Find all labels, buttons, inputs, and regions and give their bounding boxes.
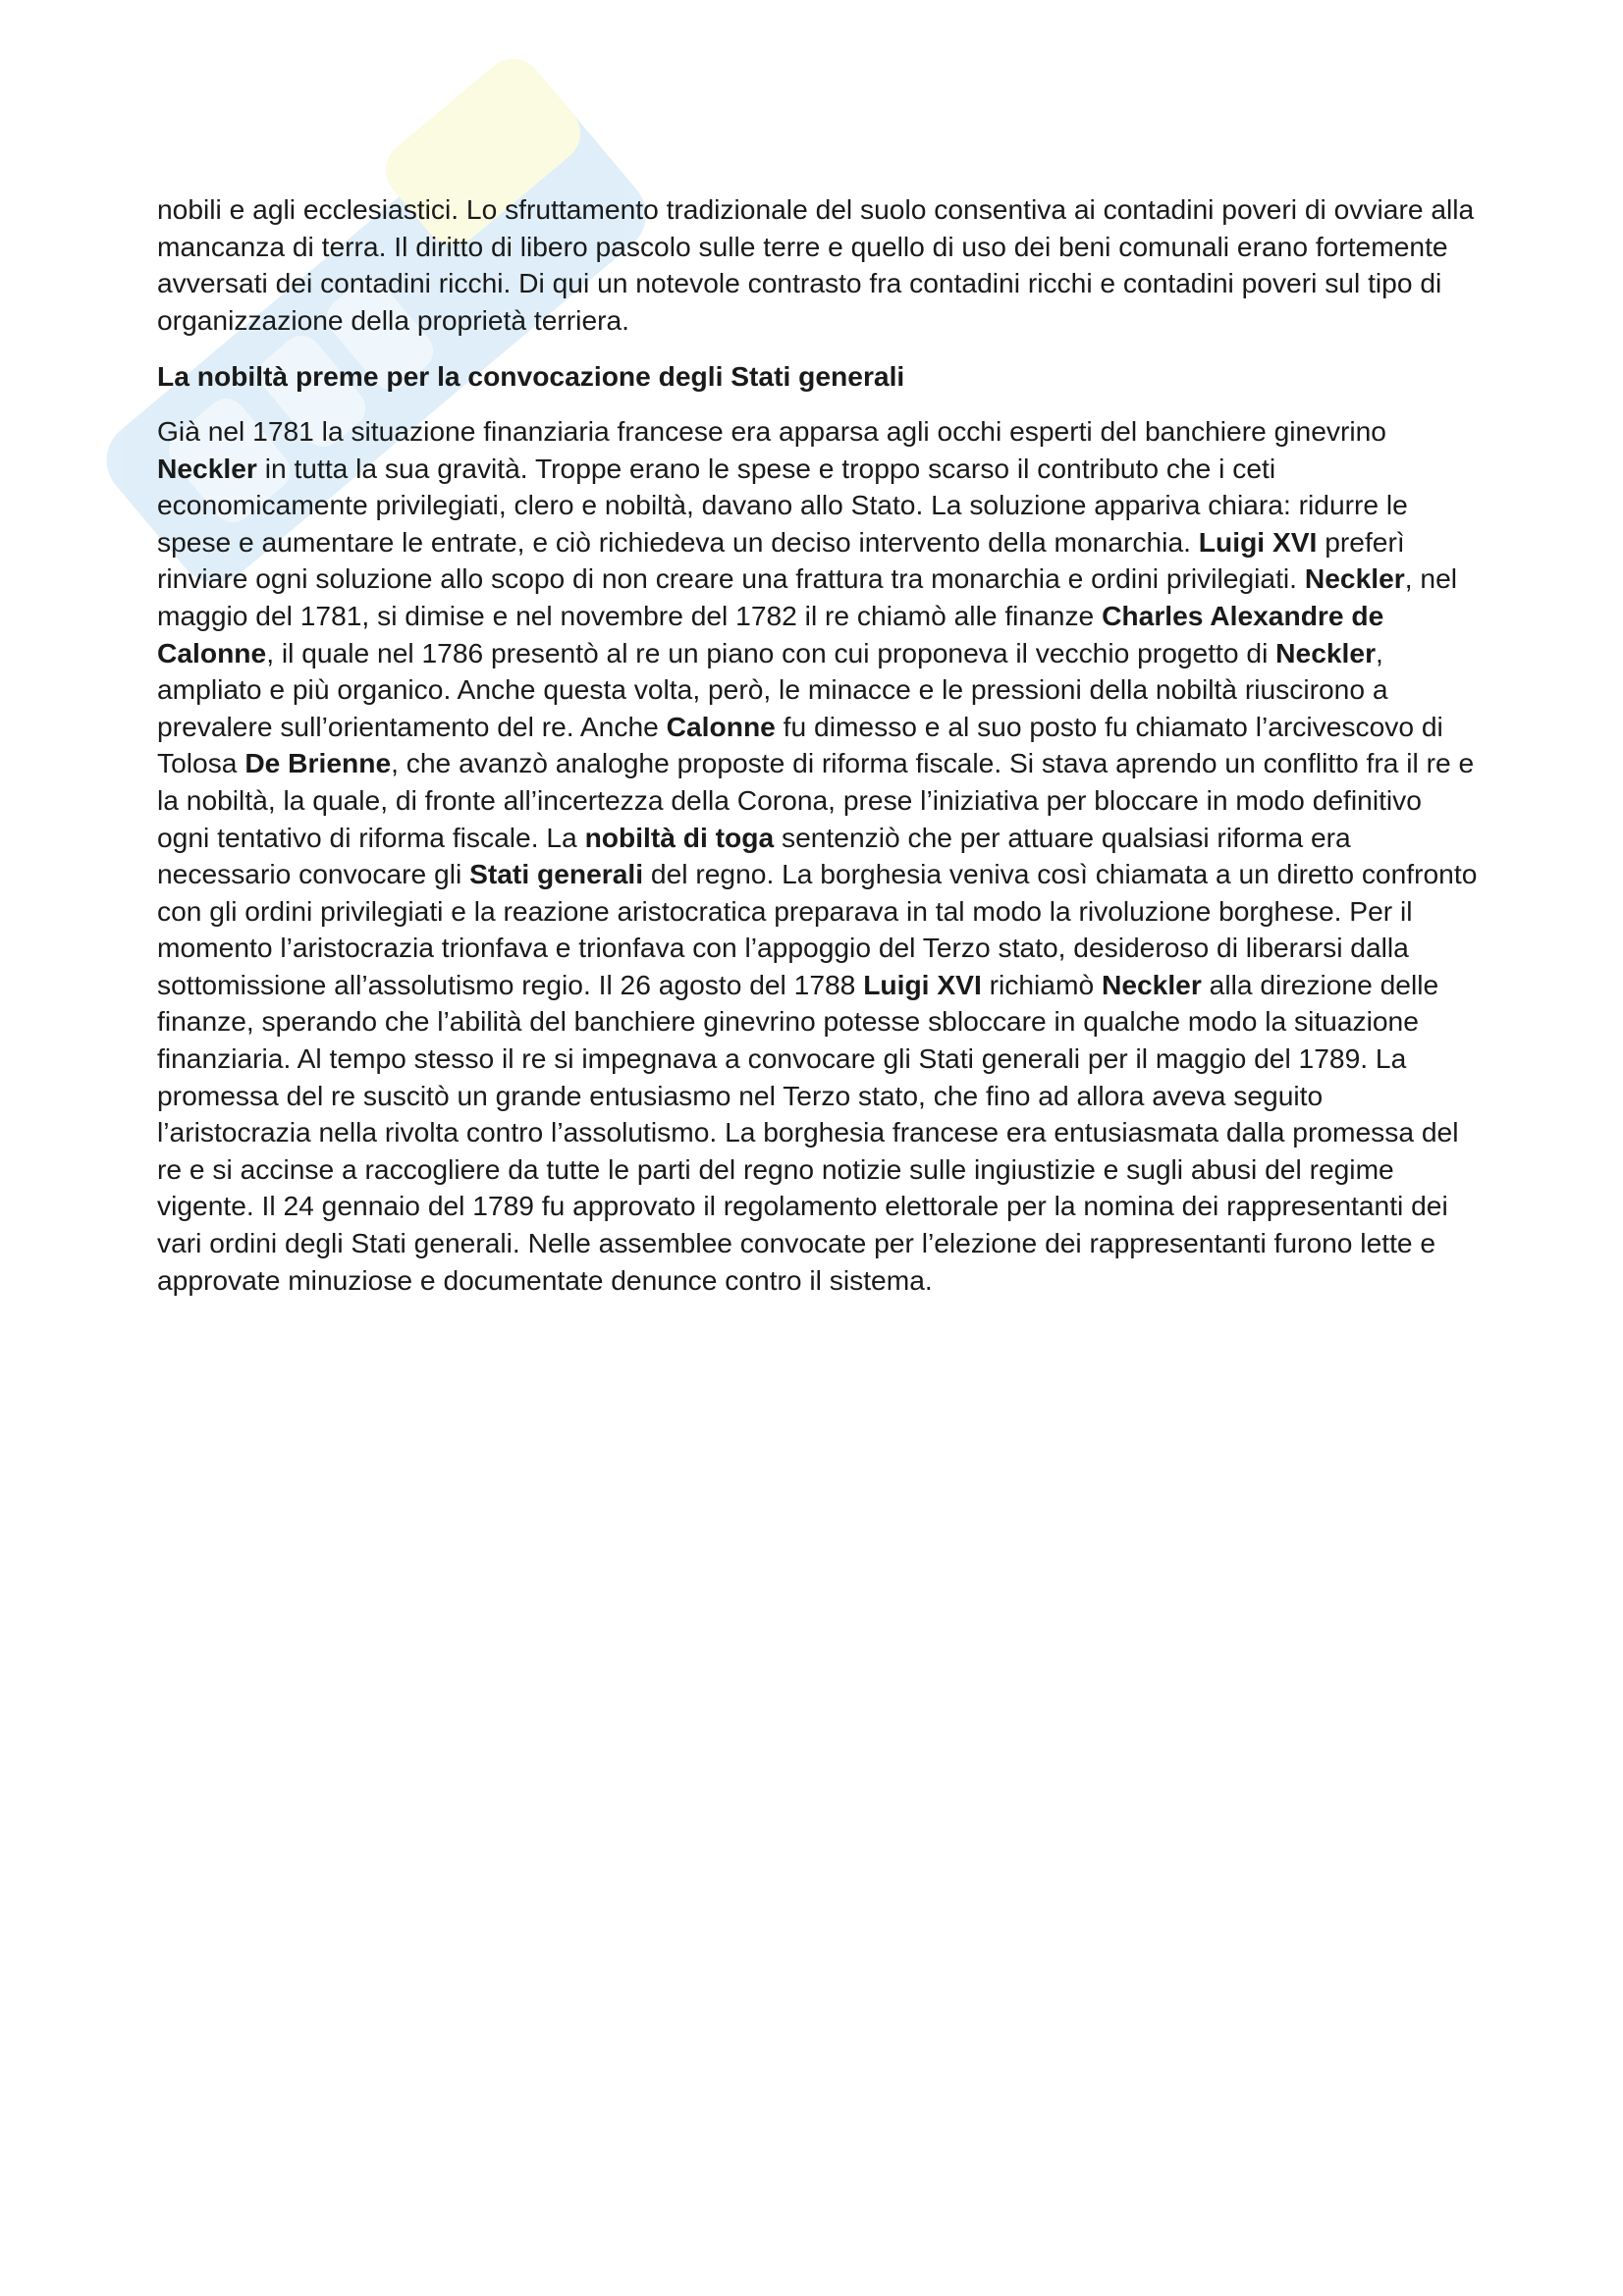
body-paragraph: [157, 413, 1478, 1299]
bold-term: Stati generali: [469, 858, 644, 890]
text-run: , ampliato e più organico. Anche questa volta, però, le minacce e le pressioni della nobiltà riuscirono a prevalere sull’orientamento del re. Anche: [157, 636, 1388, 742]
text-run: fu dimesso e al suo posto fu chiamato l’arcivescovo di Tolosa: [157, 710, 1443, 779]
bold-name: Neckler: [1275, 636, 1377, 668]
bold-name: Neckler: [1101, 968, 1202, 1000]
text-run: del regno. La borghesia veniva così chiamata a un diretto confronto con gli ordini privilegiati e la reazione aristocratica preparava in tal modo la rivoluzione borghese. Per il momento l’aristocrazia trionfava e trionfava con l’appoggio del Terzo stato, desideroso di liberarsi dalla sottomissione all’assolutismo regio. Il 26 agosto del 1788: [157, 858, 1478, 1000]
text-run: , che avanzò analoghe proposte di riforma fiscale. Si stava aprendo un conflitto fra il re e la nobiltà, la quale, di fronte all’incertezza della Corona, prese l’iniziativa per bloccare in modo definitivo ogni tentativo di riforma fiscale. La: [157, 747, 1475, 853]
bold-name: Luigi XVI: [1198, 525, 1318, 558]
bold-name: Charles Alexandre de Calonne: [157, 599, 1384, 668]
document-page: [157, 191, 1478, 1299]
bold-name: Calonne: [666, 710, 776, 742]
bold-name: Neckler: [1304, 562, 1405, 595]
text-run: alla direzione delle finanze, sperando che l’abilità del banchiere ginevrino potesse sbloccare in qualche modo la situazione finanziaria. Al tempo stesso il re si impegnava a convocare gli Stati generali per il maggio del 1789. La promessa del re suscitò un grande entusiasmo nel Terzo stato, che fino ad allora aveva seguito l’aristocrazia nella rivolta contro l’assolutismo. La borghesia francese era entusiasmata dalla promessa del re e si accinse a raccogliere da tutte le parti del regno notizie sulle ingiustizie e sugli abusi del regime vigente. Il 24 gennaio del 1789 fu approvato il regolamento elettorale per la nomina dei rappresentanti dei vari ordini degli Stati generali. Nelle assemblee convocate per l’elezione dei rappresentanti furono lette e approvate minuziose e documentate denunce contro il sistema.: [157, 968, 1459, 1296]
text-run: , nel maggio del 1781, si dimise e nel novembre del 1782 il re chiamò alle finanze: [157, 562, 1458, 631]
section-heading: La nobiltà preme per la convocazione degli Stati generali: [157, 360, 905, 393]
bold-name: Neckler: [157, 452, 257, 484]
bold-term: nobiltà di toga: [584, 821, 775, 853]
text-run: richiamò: [981, 968, 1102, 1000]
bold-name: De Brienne: [244, 747, 392, 779]
bold-name: Luigi XVI: [863, 968, 982, 1000]
text-run: in tutta la sua gravità. Troppe erano le spese e troppo scarso il contributo che i ceti economicamente privilegiati, clero e nobiltà, davano allo Stato. La soluzione appariva chiara: ridurre le spese e aumentare le entrate, e ciò richiedeva un deciso intervento della monarchia.: [157, 452, 1408, 558]
intro-paragraph: nobili e agli ecclesiastici. Lo sfruttamento tradizionale del suolo consentiva ai contadini poveri di ovviare alla mancanza di terra. Il diritto di libero pascolo sulle terre e quello di uso dei beni comunali erano fortemente avversati dei contadini ricchi. Di qui un notevole contrasto fra contadini ricchi e contadini poveri sul tipo di organizzazione della proprietà terriera.: [157, 193, 1475, 336]
text-run: sentenziò che per attuare qualsiasi riforma era necessario convocare gli: [157, 821, 1351, 890]
text-run: , il quale nel 1786 presentò al re un piano con cui proponeva il vecchio progetto di: [266, 636, 1276, 668]
text-run: Già nel 1781 la situazione finanziaria francese era apparsa agli occhi esperti del banchiere ginevrino: [157, 414, 1386, 447]
text-run: preferì rinviare ogni soluzione allo scopo di non creare una frattura tra monarchia e ordini privilegiati.: [157, 525, 1405, 595]
